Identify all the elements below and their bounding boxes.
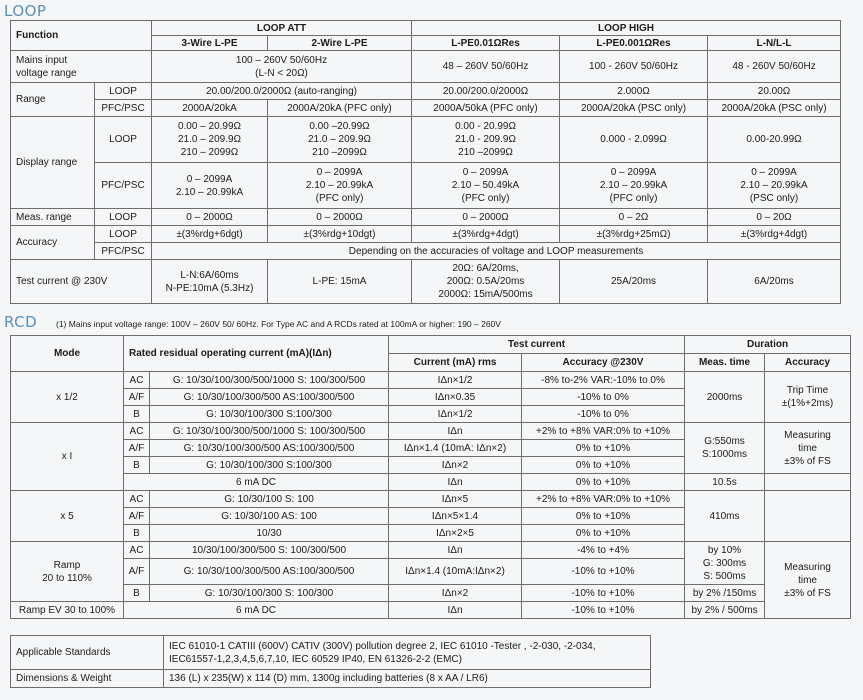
rcd-type: B — [124, 525, 150, 542]
rcd-mode: Ramp EV 30 to 100% — [11, 602, 124, 619]
dimensions-label: Dimensions & Weight — [11, 670, 164, 688]
rcd-acc: -10% to 0% — [522, 389, 685, 406]
rcd-meas-time: G:550ms S:1000ms — [685, 423, 765, 474]
rcd-type: AC — [124, 423, 150, 440]
meas-c1: 0 – 2000Ω — [412, 209, 560, 226]
rcd-acc: 0% to +10% — [522, 440, 685, 457]
display-loop-c3: 0.00-20.99Ω — [708, 117, 841, 163]
rcd-meas-time: 10.5s — [685, 474, 765, 491]
rcd-acc: 0% to +10% — [522, 525, 685, 542]
meas-loop-label: LOOP — [95, 209, 152, 226]
rcd-type: B — [124, 585, 150, 602]
accuracy-c3: ±(3%rdg+4dgt) — [708, 226, 841, 243]
col-3wire-header: 3-Wire L-PE — [152, 36, 268, 51]
range-loop-label: LOOP — [95, 83, 152, 100]
col-lpe0001-header: L-PE0.001ΩRes — [560, 36, 708, 51]
rcd-rated: 6 mA DC — [124, 474, 389, 491]
rcd-acc: -10% to +10% — [522, 559, 685, 585]
meas-2w: 0 – 2000Ω — [268, 209, 412, 226]
accuracy-2w: ±(3%rdg+10dgt) — [268, 226, 412, 243]
rcd-acc: +2% to +8% VAR:0% to +10% — [522, 491, 685, 508]
rcd-type: B — [124, 406, 150, 423]
mains-c3: 48 - 260V 50/60Hz — [708, 51, 841, 83]
rcd-mode: x I — [11, 423, 124, 491]
rcd-meas-time: by 10% G: 300ms S: 500ms — [685, 542, 765, 585]
rcd-mode: x 1/2 — [11, 372, 124, 423]
accuracy-pfc-note: Depending on the accuracies of voltage and LOOP measurements — [152, 243, 841, 260]
rcd-current: IΔn×1/2 — [389, 406, 522, 423]
function-header: Function — [11, 21, 152, 51]
rcd-mode: x 5 — [11, 491, 124, 542]
rcd-acc230-header: Accuracy @230V — [522, 354, 685, 372]
rcd-section-title: RCD — [4, 313, 38, 331]
rcd-current: IΔn — [389, 602, 522, 619]
rcd-type: A/F — [124, 559, 150, 585]
rcd-current: IΔn×1.4 (10mA:IΔn×2) — [389, 559, 522, 585]
loop-section-title: LOOP — [4, 2, 47, 20]
rcd-acc: -10% to 0% — [522, 406, 685, 423]
rcd-meas-time: 410ms — [685, 491, 765, 542]
mains-c1: 48 – 260V 50/60Hz — [412, 51, 560, 83]
meas-c2: 0 – 2Ω — [560, 209, 708, 226]
rcd-current: IΔn×1.4 (10mA: IΔn×2) — [389, 440, 522, 457]
rcd-rated: 6 mA DC — [124, 602, 389, 619]
test-c1: 20Ω: 6A/20ms, 200Ω: 0.5A/20ms 2000Ω: 15mA/500ms — [412, 260, 560, 304]
dimensions-value: 136 (L) x 235(W) x 114 (D) mm, 1300g including batteries (8 x AA / LR6) — [164, 670, 651, 688]
accuracy-loop-label: LOOP — [95, 226, 152, 243]
col-ln-header: L-N/L-L — [708, 36, 841, 51]
loop-high-header: LOOP HIGH — [412, 21, 841, 36]
test-3w: L-N:6A/60ms N-PE:10mA (5.3Hz) — [152, 260, 268, 304]
rcd-duration-acc: Measuring time ±3% of FS — [765, 423, 851, 474]
mains-att: 100 – 260V 50/60Hz (L-N < 20Ω) — [152, 51, 412, 83]
display-pfc-c1: 0 – 2099A 2.10 – 50.49kA (PFC only) — [412, 163, 560, 209]
col-lpe001-header: L-PE0.01ΩRes — [412, 36, 560, 51]
display-pfc-c2: 0 – 2099A 2.10 – 20.99kA (PFC only) — [560, 163, 708, 209]
rcd-type: AC — [124, 372, 150, 389]
range-pfc-2w: 2000A/20kA (PFC only) — [268, 100, 412, 117]
rcd-mode-header: Mode — [11, 336, 124, 372]
range-pfc-c3: 2000A/20kA (PSC only) — [708, 100, 841, 117]
accuracy-c1: ±(3%rdg+4dgt) — [412, 226, 560, 243]
rcd-current: IΔn — [389, 423, 522, 440]
test-c3: 6A/20ms — [708, 260, 841, 304]
meas-c3: 0 – 20Ω — [708, 209, 841, 226]
loop-spec-table — [10, 20, 841, 304]
rcd-acc: 0% to +10% — [522, 508, 685, 525]
test-c2: 25A/20ms — [560, 260, 708, 304]
rcd-rated: G: 10/30/100 S: 100 — [150, 491, 389, 508]
range-loop-c1: 20.00/200.0/2000Ω — [412, 83, 560, 100]
rcd-acc: 0% to +10% — [522, 474, 685, 491]
rcd-spec-table — [10, 335, 851, 619]
range-pfc-c2: 2000A/20kA (PSC only) — [560, 100, 708, 117]
rcd-accuracy-header: Accuracy — [765, 354, 851, 372]
test-current-label: Test current @ 230V — [11, 260, 152, 304]
rcd-test-header: Test current — [389, 336, 685, 354]
display-pfc-label: PFC/PSC — [95, 163, 152, 209]
loop-att-header: LOOP ATT — [152, 21, 412, 36]
rcd-current: IΔn×5 — [389, 491, 522, 508]
meas-label: Meas. range — [11, 209, 95, 226]
display-pfc-c3: 0 – 2099A 2.10 – 20.99kA (PSC only) — [708, 163, 841, 209]
display-loop-c1: 0.00 - 20.99Ω 21.0 - 209.9Ω 210 –2099Ω — [412, 117, 560, 163]
rcd-type: A/F — [124, 389, 150, 406]
rcd-meas-time: 2000ms — [685, 372, 765, 423]
rcd-type: B — [124, 457, 150, 474]
rcd-acc: -10% to +10% — [522, 602, 685, 619]
accuracy-label: Accuracy — [11, 226, 95, 260]
rcd-rated: G: 10/30/100/300/500 AS:100/300/500 — [150, 559, 389, 585]
test-2w: L-PE: 15mA — [268, 260, 412, 304]
rcd-acc: -10% to +10% — [522, 585, 685, 602]
meas-3w: 0 – 2000Ω — [152, 209, 268, 226]
range-label: Range — [11, 83, 95, 117]
rcd-duration-acc: Trip Time ±(1%+2ms) — [765, 372, 851, 423]
rcd-rated: 10/30 — [150, 525, 389, 542]
mains-label: Mains input voltage range — [11, 51, 152, 83]
rcd-rated: G: 10/30/100/300/500 AS:100/300/500 — [150, 389, 389, 406]
range-loop-att: 20.00/200.0/2000Ω (auto-ranging) — [152, 83, 412, 100]
rcd-duration-acc-empty — [765, 474, 851, 491]
rcd-rated: 10/30/100/300/500 S: 100/300/500 — [150, 542, 389, 559]
rcd-current: IΔn×0.35 — [389, 389, 522, 406]
rcd-duration-acc-empty — [765, 491, 851, 542]
rcd-rated: G: 10/30/100 AS: 100 — [150, 508, 389, 525]
rcd-rated: G: 10/30/100/300 S: 100/300 — [150, 585, 389, 602]
rcd-current: IΔn×2×5 — [389, 525, 522, 542]
display-loop-3w: 0.00 – 20.99Ω 21.0 – 209.9Ω 210 – 2099Ω — [152, 117, 268, 163]
rcd-mode: Ramp 20 to 110% — [11, 542, 124, 602]
rcd-footnote: (1) Mains input voltage range: 100V – 260V 50/ 60Hz. For Type AC and A RCDs rated at 100mA or higher: 190 – 260V — [56, 319, 501, 329]
mains-c2: 100 - 260V 50/60Hz — [560, 51, 708, 83]
rcd-current: IΔn — [389, 542, 522, 559]
display-loop-2w: 0.00 –20.99Ω 21.0 – 209.9Ω 210 –2099Ω — [268, 117, 412, 163]
rcd-current: IΔn×2 — [389, 457, 522, 474]
rcd-duration-header: Duration — [685, 336, 851, 354]
col-2wire-header: 2-Wire L-PE — [268, 36, 412, 51]
rcd-acc: 0% to +10% — [522, 457, 685, 474]
rcd-meastime-header: Meas. time — [685, 354, 765, 372]
display-loop-label: LOOP — [95, 117, 152, 163]
rcd-current-header: Current (mA) rms — [389, 354, 522, 372]
rcd-acc: -8% to-2% VAR:-10% to 0% — [522, 372, 685, 389]
rcd-rated: G: 10/30/100/300 S:100/300 — [150, 457, 389, 474]
rcd-current: IΔn — [389, 474, 522, 491]
rcd-rated: G: 10/30/100/300 S:100/300 — [150, 406, 389, 423]
rcd-type: AC — [124, 491, 150, 508]
rcd-acc: +2% to +8% VAR:0% to +10% — [522, 423, 685, 440]
accuracy-pfc-label: PFC/PSC — [95, 243, 152, 260]
display-pfc-2w: 0 – 2099A 2.10 – 20.99kA (PFC only) — [268, 163, 412, 209]
rcd-type: A/F — [124, 508, 150, 525]
display-loop-c2: 0.000 - 2.099Ω — [560, 117, 708, 163]
display-label: Display range — [11, 117, 95, 209]
range-pfc-3w: 2000A/20kA — [152, 100, 268, 117]
range-loop-c2: 2.000Ω — [560, 83, 708, 100]
accuracy-c2: ±(3%rdg+25mΩ) — [560, 226, 708, 243]
display-pfc-3w: 0 – 2099A 2.10 – 20.99kA — [152, 163, 268, 209]
rcd-type: A/F — [124, 440, 150, 457]
accuracy-3w: ±(3%rdg+6dgt) — [152, 226, 268, 243]
standards-label: Applicable Standards — [11, 636, 164, 670]
range-loop-c3: 20.00Ω — [708, 83, 841, 100]
rcd-acc: -4% to +4% — [522, 542, 685, 559]
rcd-meas-time: by 2% /150ms — [685, 585, 765, 602]
rcd-current: IΔn×5×1.4 — [389, 508, 522, 525]
standards-table — [10, 635, 651, 688]
rcd-meas-time: by 2% / 500ms — [685, 602, 765, 619]
rcd-rated: G: 10/30/100/300/500/1000 S: 100/300/500 — [150, 423, 389, 440]
rcd-current: IΔn×1/2 — [389, 372, 522, 389]
rcd-type: AC — [124, 542, 150, 559]
rcd-rated: G: 10/30/100/300/500/1000 S: 100/300/500 — [150, 372, 389, 389]
range-pfc-label: PFC/PSC — [95, 100, 152, 117]
range-pfc-c1: 2000A/50kA (PFC only) — [412, 100, 560, 117]
rcd-rated-header: Rated residual operating current (mA)(IΔn) — [124, 336, 389, 372]
rcd-duration-acc: Measuring time ±3% of FS — [765, 542, 851, 619]
standards-value: IEC 61010-1 CATIII (600V) CATIV (300V) pollution degree 2, IEC 61010 -Tester , -2-030, -2-034, IEC61557-1,2,3,4,5,6,7,10, IEC 60529 IP40, EN 61326-2-2 (EMC) — [164, 636, 651, 670]
rcd-current: IΔn×2 — [389, 585, 522, 602]
rcd-rated: G: 10/30/100/300/500 AS:100/300/500 — [150, 440, 389, 457]
